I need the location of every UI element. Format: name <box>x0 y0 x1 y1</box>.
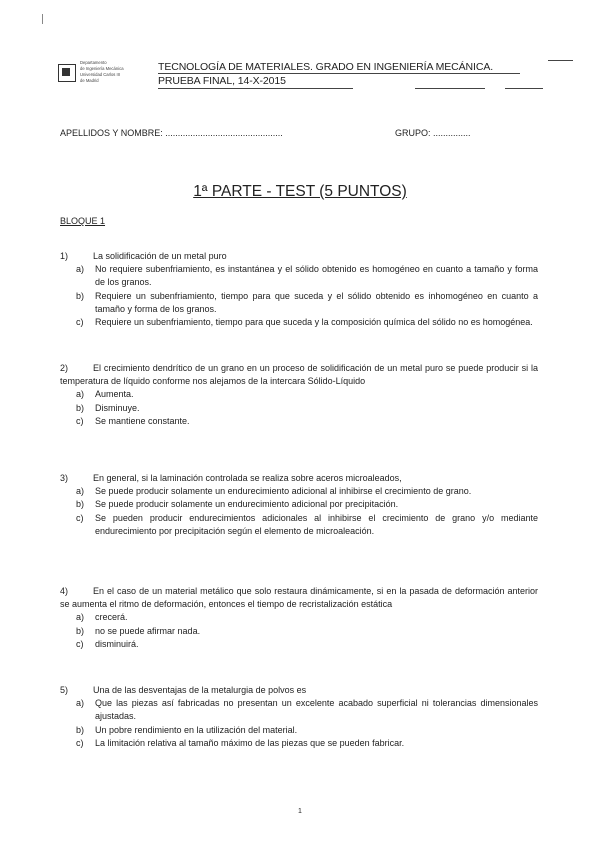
option-b <box>60 724 538 737</box>
option-letter: b) <box>76 290 85 301</box>
option-text: Requiere un subenfriamiento, tiempo para que suceda y la composición química del sólido no es homogénea. <box>95 317 533 328</box>
option-letter: c) <box>76 512 84 523</box>
scan-mark <box>42 14 43 24</box>
question-3 <box>60 472 538 538</box>
option-text: No requiere subenfriamiento, es instantánea y el sólido obtenido es homogéneo en cuanto a tamaño y forma de los granos. <box>95 264 538 288</box>
student-name-field: APELLIDOS Y NOMBRE: ............................................... <box>60 128 283 138</box>
option-text: Aumenta. <box>95 389 134 400</box>
option-letter: a) <box>76 612 85 623</box>
option-a <box>60 485 538 498</box>
question-number: 3) <box>60 473 69 483</box>
option-text: La limitación relativa al tamaño máximo de las piezas que se pueden fabricar. <box>95 737 405 748</box>
option-text: Disminuye. <box>95 402 140 413</box>
header-rule <box>548 60 573 61</box>
option-letter: c) <box>76 638 84 649</box>
option-b <box>60 402 538 415</box>
option-letter: c) <box>76 415 84 426</box>
option-a <box>60 611 538 624</box>
logo-line: Departamento <box>80 60 107 65</box>
option-letter: b) <box>76 625 85 636</box>
option-letter: c) <box>76 317 84 328</box>
option-text: Requiere un subenfriamiento, tiempo para que suceda y el sólido obtenido es inhomogéneo en cuanto a tamaño y forma de los granos. <box>95 290 538 314</box>
option-text: crecerá. <box>95 612 128 623</box>
option-letter: c) <box>76 737 84 748</box>
test-title: 1ª PARTE - TEST (5 PUNTOS) <box>193 183 407 200</box>
university-logo <box>58 60 153 90</box>
option-letter: a) <box>76 389 85 400</box>
option-text: Se puede producir solamente un endurecimiento adicional al inhibirse el crecimiento de grano. <box>95 486 472 497</box>
option-text: Se pueden producir endurecimientos adicionales al inhibirse el crecimiento de grano y/o mediante endurecimiento por precipitación según el elemento de microaleación. <box>95 512 538 536</box>
logo-emblem-icon <box>58 64 76 82</box>
option-text: no se puede afirmar nada. <box>95 625 201 636</box>
header-rule <box>505 88 543 89</box>
header-rule <box>158 73 520 74</box>
option-letter: b) <box>76 402 85 413</box>
question-number: 4) <box>60 586 69 596</box>
option-c <box>60 512 538 538</box>
option-text: Un pobre rendimiento en la utilización del material. <box>95 724 298 735</box>
question-5 <box>60 684 538 750</box>
option-text: Se mantiene constante. <box>95 415 190 426</box>
section-heading: BLOQUE 1 <box>60 216 106 226</box>
option-c <box>60 316 538 329</box>
question-text: El crecimiento dendrítico de un grano en un proceso de solidificación de un metal puro se puede producir si la temperatura de líquido conforme nos alejamos de la intercara Sólido-Líquido <box>60 363 538 387</box>
logo-line: de Ingeniería Mecánica <box>80 66 124 71</box>
student-group-field: GRUPO: ............... <box>395 128 471 138</box>
option-a <box>60 697 538 723</box>
option-letter: a) <box>76 698 85 709</box>
option-c <box>60 638 538 651</box>
question-1 <box>60 250 538 329</box>
option-b <box>60 290 538 316</box>
header-exam-date: PRUEBA FINAL, 14-X-2015 <box>158 75 286 87</box>
option-letter: a) <box>76 264 85 275</box>
logo-line: Universidad Carlos III <box>80 72 121 77</box>
question-number: 2) <box>60 363 69 373</box>
option-b <box>60 625 538 638</box>
option-b <box>60 498 538 511</box>
option-a <box>60 388 538 401</box>
option-text: disminuirá. <box>95 638 139 649</box>
option-letter: b) <box>76 499 85 510</box>
option-text: Se puede producir solamente un endurecimiento adicional por precipitación. <box>95 499 399 510</box>
question-text: Una de las desventajas de la metalurgia de polvos es <box>93 685 307 695</box>
option-a <box>60 263 538 289</box>
question-number: 1) <box>60 251 69 261</box>
question-number: 5) <box>60 685 69 695</box>
option-c <box>60 415 538 428</box>
page-number: 1 <box>298 808 302 815</box>
question-4 <box>60 585 538 651</box>
option-text: Que las piezas así fabricadas no presentan un excelente acabado superficial ni tolerancias dimensionales ajustadas. <box>95 698 538 722</box>
header-course-title: TECNOLOGÍA DE MATERIALES. GRADO EN INGENIERÍA MECÁNICA. <box>158 61 494 73</box>
logo-line: de Madrid <box>80 78 99 83</box>
option-letter: b) <box>76 724 85 735</box>
header-rule <box>158 88 353 89</box>
option-c <box>60 737 538 750</box>
question-text: La solidificación de un metal puro <box>93 251 227 261</box>
option-letter: a) <box>76 486 85 497</box>
question-text: En general, si la laminación controlada se realiza sobre aceros microaleados, <box>93 473 402 483</box>
header-rule <box>415 88 485 89</box>
question-text: En el caso de un material metálico que solo restaura dinámicamente, si en la pasada de deformación anterior se aumenta el ritmo de deformación, entonces el tiempo de recristalización estática <box>60 586 538 610</box>
question-2 <box>60 362 538 428</box>
